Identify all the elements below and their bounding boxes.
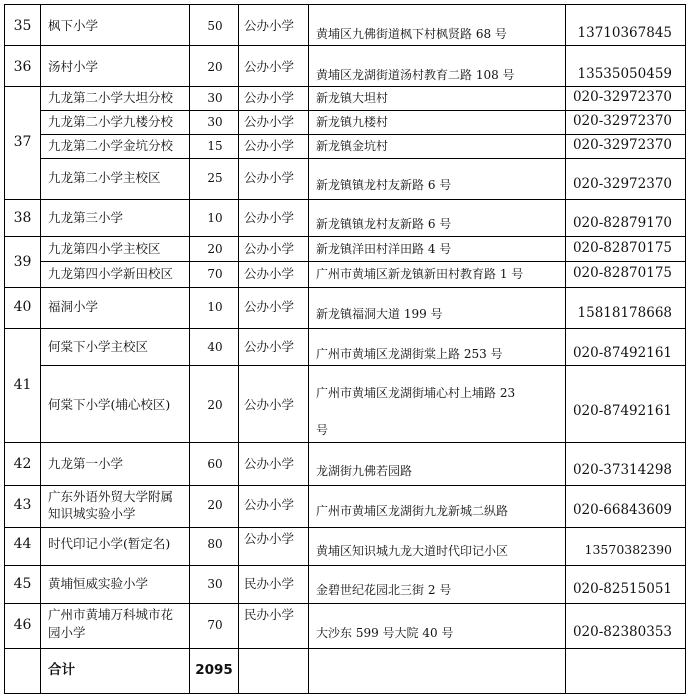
school-type: 公办小学 (244, 456, 295, 471)
school-type: 公办小学 (244, 266, 295, 281)
school-name-continued: 知识城实验小学 (48, 506, 136, 521)
school-name: 广州市黄埔万科城市花 (48, 607, 174, 622)
row-divider (4, 236, 686, 237)
table-border-top (4, 4, 686, 5)
contact-phone: 020-66843609 (572, 502, 672, 518)
school-type: 公办小学 (244, 299, 295, 314)
school-address-continued: 号 (316, 423, 329, 437)
contact-phone: 13710367845 (577, 25, 672, 41)
contact-phone: 13535050459 (577, 66, 672, 82)
contact-phone: 020-37314298 (572, 462, 672, 478)
contact-phone: 020-87492161 (572, 403, 672, 419)
school-address: 黄埔区九佛街道枫下村枫贤路 68 号 (316, 27, 507, 41)
contact-phone: 020-32972370 (572, 113, 672, 129)
school-address: 新龙镇金坑村 (316, 139, 389, 153)
school-address: 大沙东 599 号大院 40 号 (316, 626, 454, 640)
row-number: 45 (13, 576, 32, 592)
contact-phone: 020-82515051 (572, 581, 672, 597)
school-name: 九龙第三小学 (48, 210, 124, 225)
school-name: 时代印记小学(暂定名) (48, 536, 171, 551)
seat-count: 80 (207, 537, 223, 551)
table-border-left (4, 4, 5, 694)
seat-count: 30 (207, 577, 223, 591)
school-type: 公办小学 (244, 59, 295, 74)
school-type: 民办小学 (244, 607, 295, 622)
school-address: 新龙镇大坦村 (316, 91, 389, 105)
column-divider (189, 4, 190, 694)
school-address: 龙湖街九佛若园路 (316, 464, 413, 478)
seat-count: 70 (207, 267, 223, 281)
school-type: 公办小学 (244, 90, 295, 105)
school-type: 公办小学 (244, 241, 295, 256)
seat-count: 25 (207, 171, 223, 185)
school-address: 广州市黄埔区龙湖街棠上路 253 号 (316, 347, 503, 361)
school-type: 公办小学 (244, 114, 295, 129)
row-number: 36 (13, 59, 32, 75)
column-divider (40, 4, 41, 694)
row-divider (4, 648, 686, 649)
school-type: 公办小学 (244, 138, 295, 153)
total-value: 2095 (195, 662, 233, 678)
school-name: 九龙第二小学主校区 (48, 170, 161, 185)
sub-row-divider (40, 158, 686, 159)
school-address: 金碧世纪花园北三街 2 号 (316, 583, 452, 597)
contact-phone: 020-82870175 (572, 240, 672, 256)
school-type: 公办小学 (244, 210, 295, 225)
row-number: 39 (13, 254, 32, 270)
school-address: 广州市黄埔区龙湖街埔心村上埔路 23 (316, 386, 516, 400)
school-name: 广东外语外贸大学附属 (48, 489, 174, 504)
sub-row-divider (40, 134, 686, 135)
row-number: 43 (13, 497, 32, 513)
row-number: 42 (13, 456, 32, 472)
row-divider (4, 442, 686, 443)
row-divider (4, 45, 686, 46)
school-address: 新龙镇福洞大道 199 号 (316, 307, 443, 321)
school-name-continued: 园小学 (48, 625, 86, 640)
school-address: 广州市黄埔区龙湖街九龙新城二纵路 (316, 504, 509, 518)
row-divider (4, 287, 686, 288)
school-address: 新龙镇镇龙村友新路 6 号 (316, 178, 452, 192)
seat-count: 60 (207, 457, 223, 471)
contact-phone: 020-87492161 (572, 345, 672, 361)
row-number: 41 (13, 377, 32, 393)
column-divider (238, 4, 239, 694)
school-type: 公办小学 (244, 531, 295, 546)
school-type: 公办小学 (244, 18, 295, 33)
school-type: 公办小学 (244, 397, 295, 412)
contact-phone: 020-32972370 (572, 176, 672, 192)
row-divider (4, 328, 686, 329)
row-number: 38 (13, 210, 32, 226)
total-label: 合计 (48, 662, 75, 678)
school-name: 九龙第二小学大坦分校 (48, 90, 174, 105)
row-divider (4, 86, 686, 87)
school-address: 新龙镇洋田村洋田路 4 号 (316, 242, 452, 256)
school-name: 九龙第二小学金坑分校 (48, 138, 174, 153)
seat-count: 15 (207, 139, 223, 153)
contact-phone: 15818178668 (577, 305, 672, 321)
table-border-right (685, 4, 686, 694)
column-divider (308, 4, 309, 694)
school-address: 新龙镇九楼村 (316, 115, 389, 129)
row-divider (4, 527, 686, 528)
school-name: 福洞小学 (48, 299, 99, 314)
school-address: 黄埔区龙湖街道汤村教育二路 108 号 (316, 68, 515, 82)
school-name: 汤村小学 (48, 59, 99, 74)
seat-count: 10 (207, 211, 223, 225)
school-address: 黄埔区知识城九龙大道时代印记小区 (316, 544, 509, 558)
seat-count: 20 (207, 60, 223, 74)
sub-row-divider (40, 365, 686, 366)
row-number: 37 (13, 134, 32, 150)
row-number: 46 (13, 617, 32, 633)
seat-count: 50 (207, 19, 223, 33)
seat-count: 10 (207, 300, 223, 314)
contact-phone: 020-82879170 (572, 215, 672, 231)
row-number: 35 (13, 18, 32, 34)
sub-row-divider (40, 261, 686, 262)
school-name: 何棠下小学(埔心校区) (48, 397, 171, 412)
seat-count: 20 (207, 398, 223, 412)
row-divider (4, 603, 686, 604)
school-address: 新龙镇镇龙村友新路 6 号 (316, 217, 452, 231)
table-border-bottom (4, 693, 686, 694)
school-name: 何棠下小学主校区 (48, 339, 149, 354)
seat-count: 20 (207, 498, 223, 512)
sub-row-divider (40, 110, 686, 111)
school-name: 九龙第二小学九楼分校 (48, 114, 174, 129)
row-divider (4, 199, 686, 200)
seat-count: 20 (207, 242, 223, 256)
row-number: 40 (13, 299, 32, 315)
row-divider (4, 565, 686, 566)
contact-phone: 020-32972370 (572, 137, 672, 153)
seat-count: 40 (207, 340, 223, 354)
contact-phone: 020-32972370 (572, 89, 672, 105)
contact-phone: 13570382390 (584, 542, 672, 557)
school-name: 九龙第一小学 (48, 456, 124, 471)
row-number: 44 (13, 536, 32, 552)
school-type: 公办小学 (244, 170, 295, 185)
school-type: 民办小学 (244, 576, 295, 591)
contact-phone: 020-82380353 (572, 624, 672, 640)
seat-count: 70 (207, 618, 223, 632)
contact-phone: 020-82870175 (572, 265, 672, 281)
school-name: 枫下小学 (48, 18, 99, 33)
seat-count: 30 (207, 91, 223, 105)
school-name: 九龙第四小学主校区 (48, 241, 161, 256)
row-divider (4, 485, 686, 486)
school-type: 公办小学 (244, 497, 295, 512)
school-name: 黄埔恒威实验小学 (48, 576, 149, 591)
seat-count: 30 (207, 115, 223, 129)
school-address: 广州市黄埔区新龙镇新田村教育路 1 号 (316, 267, 524, 281)
school-type: 公办小学 (244, 339, 295, 354)
school-name: 九龙第四小学新田校区 (48, 266, 174, 281)
